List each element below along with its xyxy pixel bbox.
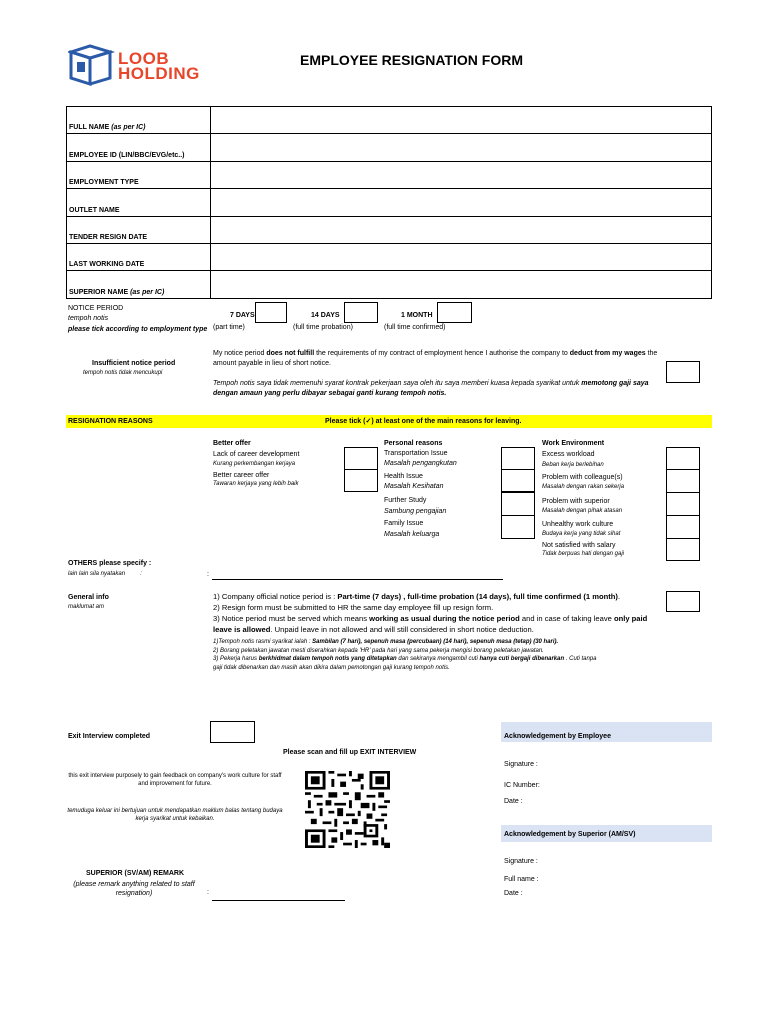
table-row bbox=[67, 189, 712, 216]
employment-type-input[interactable] bbox=[211, 161, 712, 188]
ack-superior-title: Acknowledgement by Superior (AM/SV) bbox=[504, 831, 636, 838]
reason-label: Problem with superior bbox=[542, 498, 610, 505]
qr-code-icon[interactable] bbox=[305, 771, 390, 848]
reason-label-ms: Masalah dengan rakan sekerja bbox=[542, 484, 625, 490]
ack-superior-signature-label: Signature : bbox=[504, 858, 538, 865]
general-line-1: 1) Company official notice period is : Part-time (7 days) , full-time probation (14 days), full time confirmed (1 month). bbox=[213, 592, 621, 601]
general-line-2: 2) Resign form must be submitted to HR the same day employee fill up resign form. bbox=[213, 603, 494, 612]
insufficient-notice-label: Insufficient notice period bbox=[92, 360, 176, 367]
general-info-ms bbox=[213, 638, 663, 672]
reason-label: Problem with colleague(s) bbox=[542, 474, 623, 481]
general-info-label-ms: maklumat am bbox=[68, 604, 105, 610]
exit-interview-label: Exit Interview completed bbox=[68, 733, 151, 740]
notice-14days-checkbox[interactable] bbox=[344, 302, 378, 323]
insufficient-notice-text: My notice period does not fulfill the requirements of my contract of employment hence I authorise the company to deduct from my wages the amount payable in lieu of short notice. bbox=[213, 350, 658, 367]
others-colon: : bbox=[207, 571, 209, 578]
notice-1month-checkbox[interactable] bbox=[437, 302, 472, 323]
reason-label-ms: Tawaran kerjaya yang lebih baik bbox=[213, 481, 299, 487]
general-info-label: General info bbox=[68, 594, 109, 601]
others-label: OTHERS please specify : bbox=[68, 560, 152, 567]
reason-family-checkbox[interactable] bbox=[501, 515, 535, 539]
general-ms-line-4: gaji tidak dibenarkan dan masih akan dikira dalam pemotongan gaji kurang tempoh notis. bbox=[213, 664, 450, 671]
table-row bbox=[67, 271, 712, 298]
employee-id-input[interactable] bbox=[211, 134, 712, 161]
field-label: SUPERIOR NAME (as per IC) bbox=[67, 271, 211, 298]
notice-period-label-ms: tempoh notis bbox=[68, 315, 109, 322]
insufficient-notice-label-ms: tempoh notis tidak mencukupi bbox=[83, 370, 163, 376]
superior-remark-colon: : bbox=[207, 889, 209, 896]
field-label: EMPLOYMENT TYPE bbox=[67, 161, 211, 188]
reason-label: Health Issue bbox=[384, 473, 423, 480]
form-title: EMPLOYEE RESIGNATION FORM bbox=[300, 52, 523, 68]
reason-group-title: Better offer bbox=[213, 440, 251, 447]
reason-label: Family Issue bbox=[384, 520, 424, 527]
general-ms-line-1: 1)Tempoh notis rasmi syarikat ialah : Sambilan (7 hari), sepenuh masa (percubaan) (14 hari), sepenuh masa (tetap) (30 hari). bbox=[213, 639, 559, 645]
ack-superior-fullname-label: Full name : bbox=[504, 876, 539, 883]
reason-label-ms: Masalah keluarga bbox=[384, 531, 440, 538]
reason-further-study-checkbox[interactable] bbox=[501, 492, 535, 516]
superior-remark-input[interactable] bbox=[212, 886, 345, 901]
outlet-name-input[interactable] bbox=[211, 189, 712, 216]
notice-7days-checkbox[interactable] bbox=[255, 302, 287, 323]
reason-transportation-checkbox[interactable] bbox=[501, 447, 535, 470]
reason-label-ms: Beban kerja berlebihan bbox=[542, 462, 604, 468]
full-name-input[interactable] bbox=[211, 107, 712, 134]
reason-label-ms: Masalah dengan pihak atasan bbox=[542, 508, 623, 514]
reason-label: Not satisfied with salary bbox=[542, 542, 616, 549]
field-label: FULL NAME (as per IC) bbox=[67, 107, 211, 134]
reason-career-development-checkbox[interactable] bbox=[344, 447, 378, 470]
general-info-checkbox[interactable] bbox=[666, 591, 700, 612]
reason-label-ms: Budaya kerja yang tidak sihat bbox=[542, 531, 621, 537]
field-label: LAST WORKING DATE bbox=[67, 243, 211, 270]
table-row bbox=[67, 243, 712, 270]
exit-interview-checkbox[interactable] bbox=[210, 721, 255, 743]
reason-work-culture-checkbox[interactable] bbox=[666, 515, 700, 539]
field-label: OUTLET NAME bbox=[67, 189, 211, 216]
reason-health-checkbox[interactable] bbox=[501, 469, 535, 492]
reason-label-ms: Tidak berpuas hati dengan gaji bbox=[542, 551, 625, 557]
table-row bbox=[67, 107, 712, 134]
logo-box-icon bbox=[68, 44, 116, 86]
resignation-reasons-title: RESIGNATION REASONS bbox=[68, 418, 153, 425]
field-label: EMPLOYEE ID (LIN/BBC/EVG/etc..) bbox=[67, 134, 211, 161]
superior-remark-note: (please remark anything related to staff resignation) bbox=[73, 881, 195, 897]
reason-better-offer-checkbox[interactable] bbox=[344, 469, 378, 492]
reason-label-ms: Masalah Kesihatan bbox=[384, 483, 444, 490]
notice-option-sub: (part time) bbox=[213, 324, 245, 331]
reason-label-ms: Masalah pengangkutan bbox=[384, 460, 457, 467]
general-ms-line-3: 3) Pekerja harus berkhidmat dalam tempoh notis yang ditetapkan dan sekiranya mengambil cuti hanya cuti bergaji dibenarkan . Cuti tanpa bbox=[213, 656, 597, 662]
exit-interview-scan-text: Please scan and fill up EXIT INTERVIEW bbox=[283, 749, 417, 756]
general-info-en bbox=[213, 591, 663, 635]
others-label-ms: lain lain sila nyatakan : bbox=[68, 571, 142, 577]
ack-superior-date-label: Date : bbox=[504, 890, 523, 897]
reason-colleague-checkbox[interactable] bbox=[666, 469, 700, 493]
superior-name-input[interactable] bbox=[211, 271, 712, 298]
resignation-reasons-instruction: Please tick (✓) at least one of the main reasons for leaving. bbox=[325, 418, 522, 425]
reason-label: Excess workload bbox=[542, 451, 595, 458]
reason-label: Unhealthy work culture bbox=[542, 521, 614, 528]
table-row bbox=[67, 216, 712, 243]
logo-text-line1: LOOB bbox=[118, 49, 170, 68]
reason-label-ms: Kurang perkembangan kerjaya bbox=[213, 461, 296, 467]
notice-option-label: 7 DAYS bbox=[230, 312, 255, 319]
reason-salary-checkbox[interactable] bbox=[666, 538, 700, 561]
reason-label: Better career offer bbox=[213, 472, 270, 479]
notice-option-sub: (full time confirmed) bbox=[384, 324, 446, 331]
ack-employee-ic-label: IC Number: bbox=[504, 782, 540, 789]
ack-employee-title: Acknowledgement by Employee bbox=[504, 733, 611, 740]
reason-label-ms: Sambung pengajian bbox=[384, 508, 447, 515]
reason-group-title: Personal reasons bbox=[384, 440, 443, 447]
table-row bbox=[67, 161, 712, 188]
exit-interview-purpose: this exit interview purposely to gain feedback on company's work culture for staff and improvement for future. bbox=[68, 773, 282, 787]
logo-text-line2: HOLDING bbox=[118, 64, 200, 83]
reason-excess-workload-checkbox[interactable] bbox=[666, 447, 700, 470]
insufficient-notice-checkbox[interactable] bbox=[666, 361, 700, 383]
others-specify-input[interactable] bbox=[212, 566, 503, 580]
tender-resign-date-input[interactable] bbox=[211, 216, 712, 243]
employee-info-table bbox=[66, 106, 712, 299]
notice-period-instruction: please tick according to employment type bbox=[68, 326, 208, 333]
general-line-3: 3) Notice period must be served which means working as usual during the notice period and in case of taking leave only paid leave is allowed. Unpaid leave in not allowed and will still considered in short notice deduction. bbox=[213, 614, 648, 634]
exit-interview-purpose-ms: temuduga keluar ini bertujuan untuk mendapatkan maklum balas tentang budaya kerja syarikat untuk kebaikan. bbox=[67, 808, 283, 822]
notice-option-label: 1 MONTH bbox=[401, 312, 433, 319]
notice-option-label: 14 DAYS bbox=[311, 312, 340, 319]
superior-remark-label: SUPERIOR (SV/AM) REMARK bbox=[86, 870, 185, 877]
insufficient-notice-text-ms: Tempoh notis saya tidak memenuhi syarat kontrak pekerjaan saya oleh itu saya memberi kuasa kepada syarikat untuk memotong gaji saya dengan amaun yang perlu dibayar sebagai ganti kurang tempoh notis. bbox=[213, 380, 649, 397]
field-label: TENDER RESIGN DATE bbox=[67, 216, 211, 243]
table-row bbox=[67, 134, 712, 161]
general-ms-line-2: 2) Borang peletakan jawatan mesti diserahkan kepada 'HR' pada hari yang sama pekerja mengisi borang peletakan jawatan. bbox=[213, 647, 544, 654]
reason-group-title: Work Environment bbox=[542, 440, 605, 447]
reason-superior-checkbox[interactable] bbox=[666, 492, 700, 516]
ack-employee-date-label: Date : bbox=[504, 798, 523, 805]
company-logo bbox=[68, 44, 198, 86]
notice-option-sub: (full time probation) bbox=[293, 324, 353, 331]
reason-label: Transportation Issue bbox=[384, 450, 448, 457]
notice-period-label: NOTICE PERIOD bbox=[68, 305, 124, 312]
ack-employee-signature-label: Signature : bbox=[504, 761, 538, 768]
reason-label: Lack of career development bbox=[213, 451, 300, 458]
reason-label: Further Study bbox=[384, 497, 427, 504]
last-working-date-input[interactable] bbox=[211, 243, 712, 270]
